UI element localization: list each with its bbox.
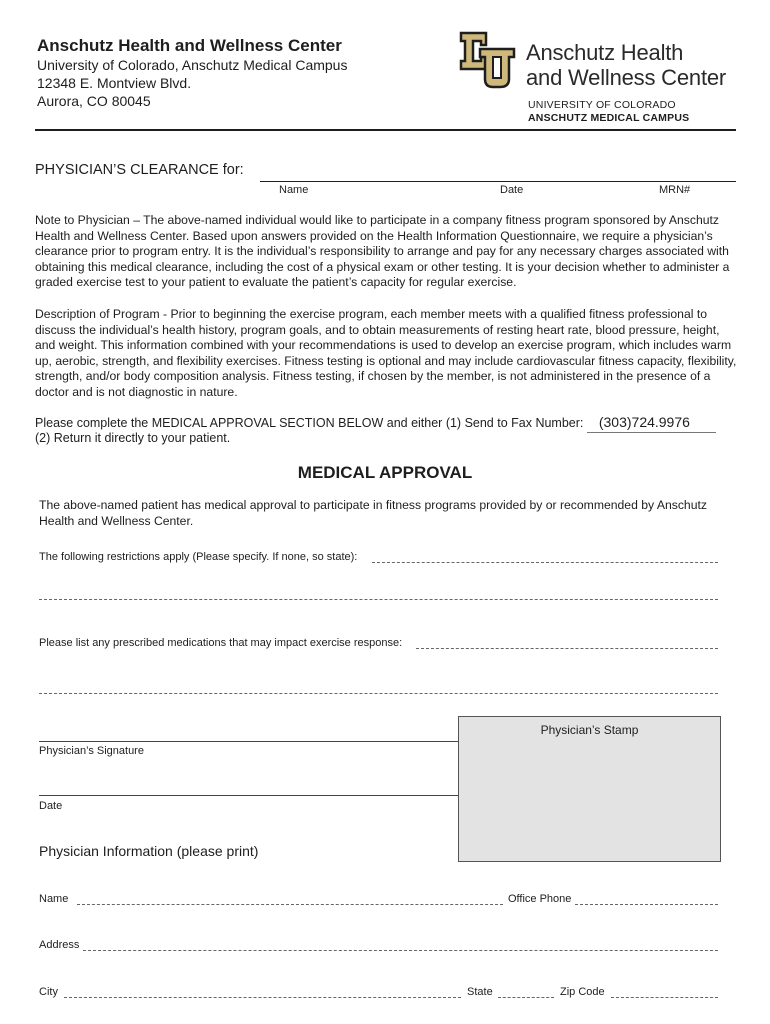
- approval-statement: The above-named patient has medical approval to participate in fitness programs provided by or recommended by Anschutz Health and Wellness Center.: [39, 498, 707, 528]
- cu-logo: [458, 30, 743, 130]
- medications-field-line2[interactable]: [39, 693, 718, 694]
- program-description: Description of Program - Prior to beginning the exercise program, each member meets with a qualified fitness professional to discuss the individual’s health history, program goals, and to obtain measurements of resting heart rate, blood pressure, height, and weight. This information combined with your recommendations is used to develop an exercise program, which includes warm up, aerobic, strength, and flexibility exercises. Fitness testing is optional and may include cardiovascular fitness capacity, flexibility, strength, and/or body composition analysis. Fitness testing, if chosen by the member, is not administered in the presence of a doctor and is not diagnostic in nature.: [35, 307, 737, 399]
- logo-subtitle-line1: UNIVERSITY OF COLORADO: [528, 99, 676, 111]
- return-instructions: (2) Return it directly to your patient.: [35, 431, 231, 445]
- physician-stamp-box: [458, 716, 721, 862]
- approval-date-line[interactable]: [39, 795, 458, 796]
- fax-number: (303)724.9976: [598, 414, 690, 430]
- physician-info-title: Physician Information (please print): [39, 843, 259, 859]
- logo-title-line2: and Wellness Center: [526, 65, 727, 90]
- fax-instructions: [35, 415, 737, 433]
- zip-label: Zip Code: [560, 986, 605, 998]
- signature-label: Physician’s Signature: [39, 745, 144, 757]
- org-street: 12348 E. Montview Blvd.: [37, 75, 192, 91]
- medical-approval-title: MEDICAL APPROVAL: [297, 463, 473, 482]
- state-field[interactable]: [498, 997, 554, 998]
- fax-instructions-text: Please complete the MEDICAL APPROVAL SECTION BELOW and either (1) Send to Fax Number:: [35, 416, 587, 430]
- logo-title-line1: Anschutz Health: [526, 40, 684, 65]
- cu-emblem-icon: [458, 30, 516, 90]
- physician-name-label: Name: [39, 893, 69, 905]
- physician-stamp-label: Physician’s Stamp: [540, 723, 639, 737]
- state-label: State: [467, 986, 493, 998]
- clearance-input-line[interactable]: [260, 181, 736, 182]
- restrictions-field-line2[interactable]: [39, 599, 718, 600]
- medications-label: Please list any prescribed medications that may impact exercise response:: [39, 637, 403, 649]
- address-label: Address: [39, 939, 80, 951]
- city-field[interactable]: [64, 997, 461, 998]
- restrictions-field[interactable]: [372, 562, 718, 563]
- office-phone-field[interactable]: [575, 904, 718, 905]
- org-city: Aurora, CO 80045: [37, 93, 151, 109]
- logo-subtitle-line2: ANSCHUTZ MEDICAL CAMPUS: [528, 112, 690, 124]
- org-name: Anschutz Health and Wellness Center: [37, 36, 342, 55]
- org-affiliation: University of Colorado, Anschutz Medical Campus: [37, 57, 348, 73]
- clearance-name-label: Name: [279, 184, 309, 196]
- address-field[interactable]: [83, 950, 718, 951]
- zip-field[interactable]: [611, 997, 718, 998]
- restrictions-label: The following restrictions apply (Please specify. If none, so state):: [39, 551, 358, 563]
- approval-date-label: Date: [39, 800, 63, 812]
- signature-line[interactable]: [39, 741, 458, 742]
- medications-field[interactable]: [416, 648, 718, 649]
- clearance-label: PHYSICIAN’S CLEARANCE for:: [35, 162, 244, 178]
- physician-name-field[interactable]: [77, 904, 503, 905]
- office-phone-label: Office Phone: [508, 893, 572, 905]
- clearance-date-label: Date: [500, 184, 524, 196]
- city-label: City: [39, 986, 58, 998]
- header-divider: [35, 129, 736, 131]
- note-to-physician: Note to Physician – The above-named individual would like to participate in a company fitness program sponsored by Anschutz Health and Wellness Center. Based upon answers provided on the Health Information Questionnaire, we require a physician’s clearance prior to program entry. It is the individual’s responsibility to arrange and pay for any necessary charges associated with obtaining this medical clearance, including the cost of a physical exam or other testing. It is your decision whether to administer a graded exercise test to your patient to evaluate the patient’s capacity for regular exercise.: [35, 213, 730, 289]
- clearance-mrn-label: MRN#: [659, 184, 691, 196]
